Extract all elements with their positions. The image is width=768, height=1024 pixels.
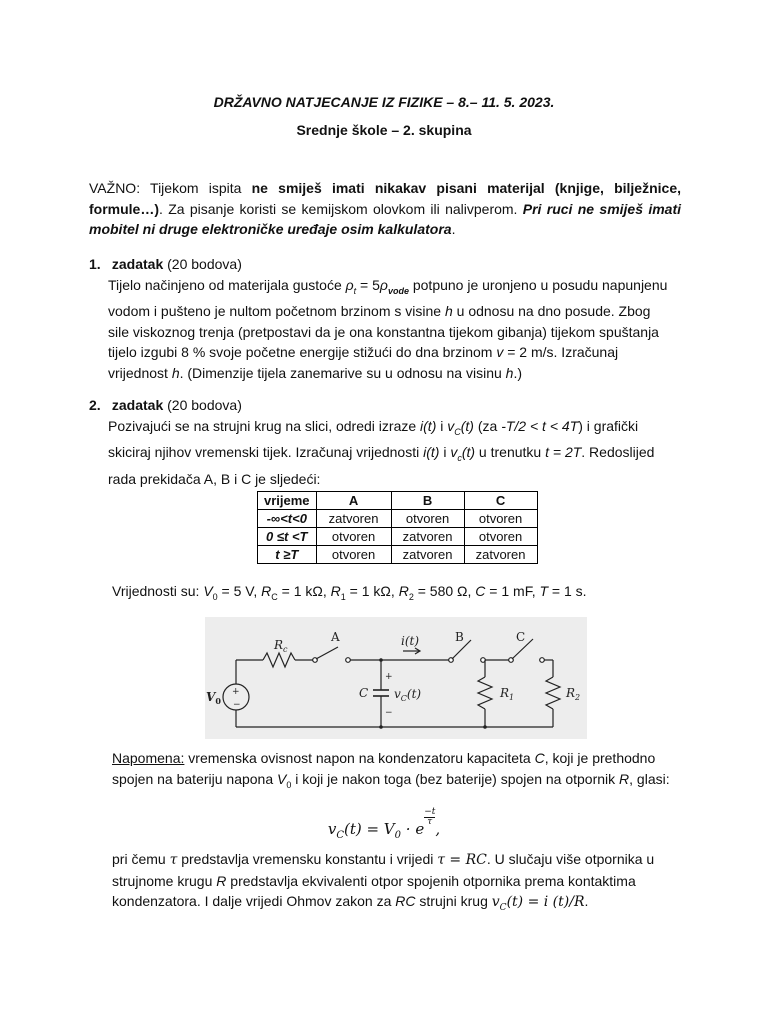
formula-part: , — [435, 820, 441, 838]
table-cell: zatvoren — [391, 528, 464, 546]
task-1-number: 1. — [89, 256, 101, 272]
var-v: v — [496, 344, 504, 361]
table-header: C — [464, 492, 537, 510]
task-2-text: i — [439, 444, 451, 461]
given-values — [112, 583, 587, 602]
exponent-numerator: −t — [424, 807, 436, 817]
var-vc-sub: c — [457, 453, 462, 464]
values-sub: 0 — [212, 591, 218, 602]
var-vc-arg: (t) — [460, 418, 474, 434]
values-text: = 5 V, — [217, 583, 262, 599]
var-vc: v — [450, 444, 458, 461]
values-symbol: C — [475, 583, 486, 599]
task-2-number: 2. — [89, 397, 101, 413]
cap-minus: − — [385, 708, 393, 718]
ohm-sub: C — [499, 902, 507, 913]
closing-text: predstavlja vremensku konstantu i vrijedi — [177, 851, 438, 867]
task-2-text: ) i grafički skiciraj njihov vremenski tijek. Izračunaj vrijednosti — [108, 418, 639, 461]
task-1-label: zadatak — [111, 256, 164, 272]
formula-part: · e — [401, 820, 425, 838]
exponent-denominator: τ — [427, 817, 433, 827]
rho-subscript: vode — [387, 285, 409, 296]
junction-dot — [379, 725, 383, 729]
task-1-text: Tijelo načinjeno od materijala gustoće — [108, 277, 346, 293]
task-2-text: Pozivajući se na strujni krug na slici, odredi izraze — [108, 418, 421, 434]
notice-bold: ne smiješ imati nikakav pisani materijal (knjige, bilježnice, formule…) — [89, 180, 681, 217]
task-2-points: (20 bodova) — [167, 397, 242, 413]
label-r1: $R_1$ — [500, 686, 515, 702]
closing-text: predstavlja ekvivalenti otpor spojenih otpornika prema kontaktima kondenzatora. I dalje vrijedi Ohmov zakon za — [112, 872, 636, 909]
values-sub: C — [271, 591, 278, 602]
table-cell: otvoren — [391, 510, 464, 528]
table-cell: zatvoren — [316, 510, 391, 528]
closing-text: pri čemu — [112, 851, 170, 867]
note-symbol: V — [277, 771, 287, 787]
note-lead: Napomena: — [112, 750, 185, 766]
note-sub: 0 — [286, 779, 292, 790]
important-notice — [89, 178, 681, 240]
task-2-text: i — [436, 418, 448, 434]
task-2-text: (za — [473, 418, 502, 434]
closing-text: . — [584, 893, 589, 909]
formula-sub: C — [336, 830, 344, 841]
label-switch-b: B — [455, 630, 464, 644]
label-switch-a: A — [331, 630, 340, 644]
values-sub: 2 — [408, 591, 414, 602]
source-minus: − — [233, 700, 241, 710]
ohm-part: v — [491, 894, 500, 910]
task-2-heading — [89, 397, 242, 413]
task-1-text: u odnosu na dno posude. Zbog sile viskoznog trenja (pretpostavi da je ona konstantna tijekom gibanja) tijekom spuštanja tijelo izgubi 8 % svoje početne energije stižući do dna brzinom — [108, 303, 659, 361]
table-header: vrijeme — [258, 492, 317, 510]
note-text: , koji je prethodno spojen na bateriju napona — [112, 750, 656, 787]
ohm-part: (t) = i (t)/R — [506, 894, 585, 910]
junction-dot — [483, 725, 487, 729]
label-v0: $V_0$ — [206, 690, 221, 706]
var-h: h — [505, 364, 514, 381]
note-text: vremenska ovisnost napon na kondenzatoru kapaciteta — [184, 750, 535, 766]
closing-symbol: RC — [395, 893, 416, 909]
var-it: i(t) — [420, 418, 437, 434]
var-h: h — [171, 364, 180, 381]
task-1-heading — [89, 256, 242, 272]
notice-text-2: . Za pisanje koristi se kemijskom olovkom ili nalivperom. — [159, 200, 523, 217]
formula-part: (t) = V — [343, 820, 395, 838]
note-symbol: R — [619, 771, 630, 787]
note-paragraph — [112, 748, 672, 796]
values-text: = 1 kΩ, — [277, 583, 331, 599]
table-row — [258, 546, 538, 564]
table-header-row — [258, 492, 538, 510]
task-1-text: potpuno je uronjeno u posudu napunjenu vodom i pušteno je nultom početnom brzinom s visine — [108, 277, 668, 320]
task-2-body — [108, 416, 668, 489]
task-1-text: = 2 m/s. Izračunaj vrijednost — [108, 344, 619, 381]
table-cell: t ≥T — [258, 546, 317, 564]
note-text: i koji je nakon toga (bez baterije) spojen na otpornik — [291, 771, 620, 787]
values-symbol: V — [203, 583, 213, 599]
page-title: DRŽAVNO NATJECANJE IZ FIZIKE – 8.– 11. 5. 2023. — [213, 94, 555, 110]
task-2-label: zadatak — [111, 397, 164, 413]
closing-symbol: R — [216, 872, 227, 889]
label-vc: $v_C(t)$ — [394, 687, 422, 703]
cap-plus: + — [385, 672, 393, 682]
values-text: = 580 Ω, — [413, 583, 476, 599]
label-capacitor: C — [359, 686, 369, 700]
closing-text: strujni krug — [415, 893, 492, 909]
label-r2: $R_2$ — [566, 686, 581, 702]
values-text: = 1 mF, — [485, 583, 540, 599]
capacitor-voltage-formula — [0, 808, 768, 841]
table-cell: zatvoren — [464, 546, 537, 564]
note-text: , glasi: — [629, 771, 670, 787]
var-it: i(t) — [423, 444, 440, 461]
table-cell: zatvoren — [391, 546, 464, 564]
label-switch-c: C — [516, 630, 526, 644]
values-symbol: R — [398, 583, 409, 599]
table-row — [258, 528, 538, 546]
ohm-law — [491, 894, 585, 913]
table-header: B — [391, 492, 464, 510]
source-plus: + — [232, 687, 240, 697]
table-cell: -∞<t<0 — [258, 510, 317, 528]
notice-lead: VAŽNO: — [89, 180, 141, 196]
var-vc-sub: C — [454, 426, 461, 437]
closing-math: τ — [169, 852, 178, 868]
time-range: -T/2 < t < 4T — [501, 418, 579, 434]
task-2-text: . Redoslijed rada prekidača A, B i C je sljedeći: — [108, 444, 655, 487]
values-symbol: R — [261, 583, 272, 599]
table-row — [258, 510, 538, 528]
rho-symbol: ρ — [379, 277, 388, 293]
var-h: h — [444, 303, 453, 320]
switch-schedule-table — [257, 491, 538, 564]
rho-subscript: t — [353, 285, 357, 296]
table-cell: otvoren — [316, 528, 391, 546]
rho-symbol: ρ — [345, 277, 354, 293]
table-cell: otvoren — [464, 510, 537, 528]
note-symbol: C — [534, 750, 545, 766]
notice-text: Tijekom ispita — [140, 180, 252, 196]
time-instant: t = 2T — [545, 444, 582, 461]
task-1-points: (20 bodova) — [167, 256, 242, 272]
table-cell: otvoren — [464, 528, 537, 546]
values-symbol: T — [539, 583, 549, 599]
task-1-text: = 5 — [356, 277, 380, 293]
task-2-text: u trenutku — [475, 444, 546, 461]
page-subtitle: Srednje škole – 2. skupina — [296, 122, 472, 138]
table-cell: 0 ≤t <T — [258, 528, 317, 546]
label-current: i(t) — [401, 634, 420, 648]
closing-paragraph — [112, 849, 672, 918]
circuit-background — [205, 617, 587, 739]
formula-exponent — [424, 808, 435, 827]
closing-text: . U slučaju više otpornika u strujnome krugu — [112, 851, 655, 889]
label-rc: $R_c$ — [274, 638, 288, 654]
junction-dot — [379, 658, 383, 662]
values-sub: 1 — [340, 591, 346, 602]
values-text: Vrijednosti su: — [112, 583, 204, 599]
var-vc-arg: (t) — [461, 444, 476, 461]
var-vc: v — [447, 418, 455, 434]
circuit-diagram — [205, 617, 587, 739]
values-text: = 1 kΩ, — [345, 583, 399, 599]
task-1-text: . (Dimenzije tijela zanemarive su u odnosu na visinu — [179, 364, 506, 381]
values-symbol: R — [330, 583, 341, 599]
table-cell: otvoren — [316, 546, 391, 564]
formula-part: v — [327, 820, 337, 838]
task-1-text: .) — [513, 364, 523, 381]
notice-end: . — [451, 221, 456, 237]
formula-sub: 0 — [394, 830, 402, 841]
table-header: A — [316, 492, 391, 510]
task-1-body — [108, 275, 668, 383]
notice-bold-italic: Pri ruci ne smiješ imati mobitel ni druge elektroničke uređaje osim kalkulatora — [89, 200, 681, 237]
closing-math: τ = RC — [437, 852, 487, 868]
values-text: = 1 s. — [548, 583, 587, 599]
